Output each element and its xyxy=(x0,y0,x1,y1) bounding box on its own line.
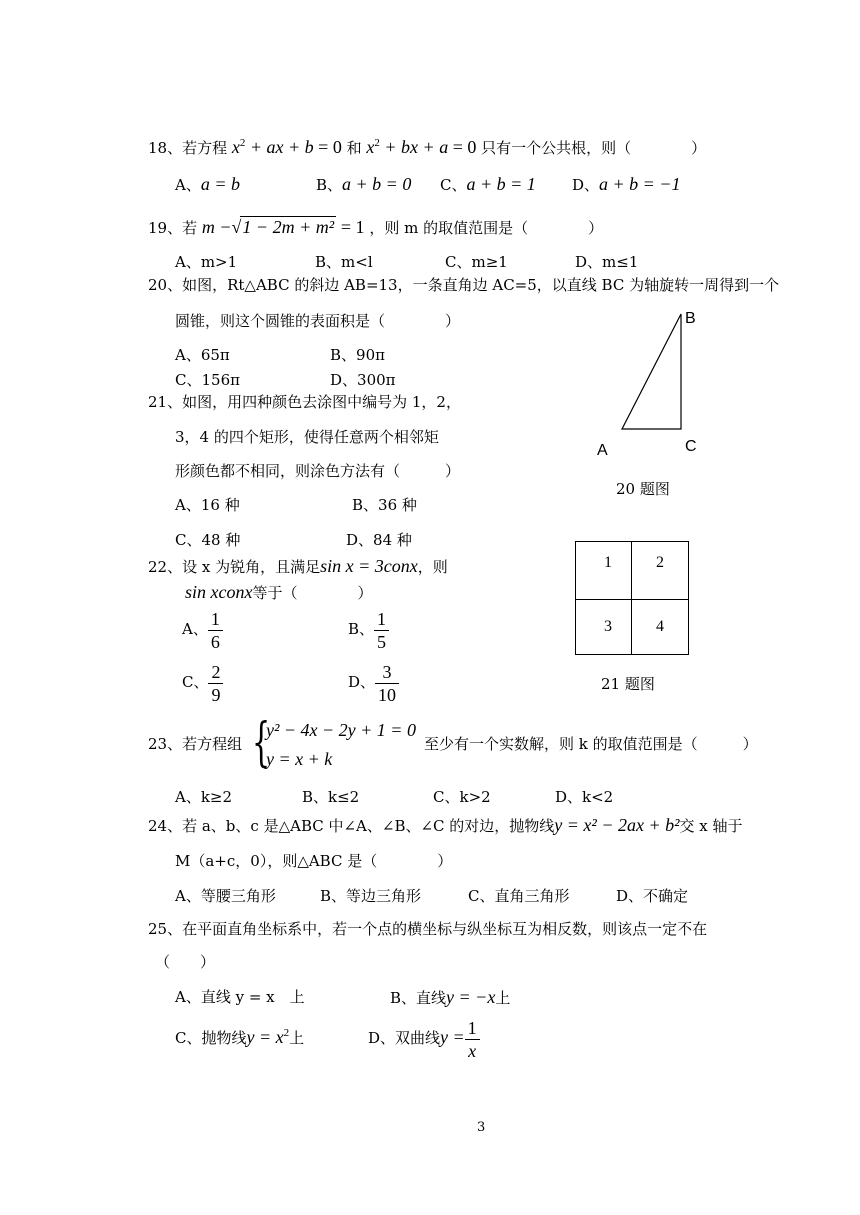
q23-eq1: y² − 4x − 2y + 1 = 0 xyxy=(266,720,416,740)
q22-option-d: D、 $\frac{3}{10}$ xyxy=(348,659,399,706)
grid-cell-2: 2 xyxy=(656,554,664,571)
grid-cell-1: 1 xyxy=(604,554,612,571)
q23-option-d: D、k<2 xyxy=(555,788,614,806)
q21-line1: 21、如图，用四种颜色去涂图中编号为 1，2， xyxy=(148,393,461,411)
q19-radical: 1 − 2m + m² xyxy=(242,217,335,237)
q18-stem: 18、若方程 $x^2$ + ax + b = 0 和 $x^2$ + bx + a = 0 只有一个公共根，则（ ） xyxy=(148,137,707,157)
q22-option-a: A、 $\frac{1}{6}$ xyxy=(182,606,223,653)
q18-option-a: A、a = b xyxy=(175,174,240,194)
q18-option-c: C、a + b = 1 xyxy=(440,174,536,194)
q19-option-c: C、m≥1 xyxy=(445,253,508,271)
q23-option-a: A、k≥2 xyxy=(175,788,233,806)
q19-option-b: B、m<l xyxy=(315,253,373,271)
q24-option-c: C、直角三角形 xyxy=(468,887,570,905)
q22-option-c: C、 $\frac{2}{9}$ xyxy=(182,659,223,706)
q21-option-c: C、48 种 xyxy=(175,531,241,549)
grid-cell-3: 3 xyxy=(604,618,612,635)
q23-brace: { xyxy=(252,713,271,773)
q18-eq2: $x^2$ + bx + a = 0 xyxy=(366,137,477,157)
q18-option-d: D、a + b = −1 xyxy=(572,174,681,194)
q22-option-b: B、 $\frac{1}{5}$ xyxy=(348,606,389,653)
q24-option-a: A、等腰三角形 xyxy=(175,887,276,905)
q21-option-b: B、36 种 xyxy=(352,496,417,514)
q23-option-c: C、k>2 xyxy=(433,788,491,806)
q20-line1: 20、如图，Rt△ABC 的斜边 AB=13，一条直角边 AC=5，以直线 BC 为轴旋转一周得到一个 xyxy=(148,276,780,294)
q23-option-b: B、k≤2 xyxy=(302,788,360,806)
q24-line1: 24、若 a、b、c 是△ABC 中∠A、∠B、∠C 的对边，抛物线y = x² − 2ax + b²交 x 轴于 xyxy=(148,815,743,835)
q23-suffix: 至少有一个实数解，则 k 的取值范围是（ ） xyxy=(424,735,758,753)
q21-option-a: A、16 种 xyxy=(175,496,240,514)
q19-option-d: D、m≤1 xyxy=(575,253,639,271)
q25-option-d: D、双曲线y = $\frac{1}{x}$ xyxy=(368,1014,480,1062)
q20-option-b: B、90π xyxy=(330,346,385,364)
q20-label-c: C xyxy=(685,438,697,455)
q23-eq2: y = x + k xyxy=(266,749,333,769)
q24-option-d: D、不确定 xyxy=(616,887,689,905)
q21-option-d: D、84 种 xyxy=(346,531,412,549)
page-number: 3 xyxy=(477,1120,486,1135)
q25-option-c: C、抛物线$y = x^2$上 xyxy=(175,1027,305,1047)
q21-line3: 形颜色都不相同，则涂色方法有（ ） xyxy=(175,462,461,480)
q25-line2: （ ） xyxy=(155,953,216,971)
q18-eq1: $x^2$ + ax + b = 0 xyxy=(231,137,342,157)
q19-option-a: A、m>1 xyxy=(175,253,238,271)
q24-line2: M（a+c，0），则△ABC 是（ ） xyxy=(175,852,453,870)
q21-line2: 3，4 的四个矩形，使得任意两个相邻矩 xyxy=(175,428,439,446)
grid-divider-horizontal xyxy=(576,599,688,600)
q19-stem: 19、若 m −√1 − 2m + m² = 1 ，则 m 的取值范围是（ ） xyxy=(148,217,604,237)
q20-option-c: C、156π xyxy=(175,371,240,389)
q20-option-a: A、65π xyxy=(175,346,230,364)
q20-label-a: A xyxy=(597,442,608,459)
grid-cell-4: 4 xyxy=(656,618,664,635)
q25-option-a: A、直线 y = x 上 xyxy=(175,988,305,1006)
q22-line2: sin xconx等于（ ） xyxy=(185,582,373,602)
q21-grid-figure xyxy=(575,541,689,655)
q25-line1: 25、在平面直角坐标系中，若一个点的横坐标与纵坐标互为相反数，则该点一定不在 xyxy=(148,920,708,938)
q18-option-b: B、a + b = 0 xyxy=(316,174,412,194)
q25-option-b: B、直线y = −x上 xyxy=(390,987,511,1007)
q21-caption: 21 题图 xyxy=(601,675,655,693)
q22-line1: 22、设 x 为锐角，且满足sin x = 3conx，则 xyxy=(148,556,448,576)
q24-option-b: B、等边三角形 xyxy=(320,887,422,905)
q20-line2: 圆锥，则这个圆锥的表面积是（ ） xyxy=(175,312,461,330)
q20-option-d: D、300π xyxy=(330,371,396,389)
q20-caption: 20 题图 xyxy=(616,480,670,498)
grid-divider-vertical xyxy=(631,542,632,654)
q23-prefix: 23、若方程组 xyxy=(148,735,243,753)
triangle-abc xyxy=(622,314,681,429)
q20-label-b: B xyxy=(685,310,696,327)
